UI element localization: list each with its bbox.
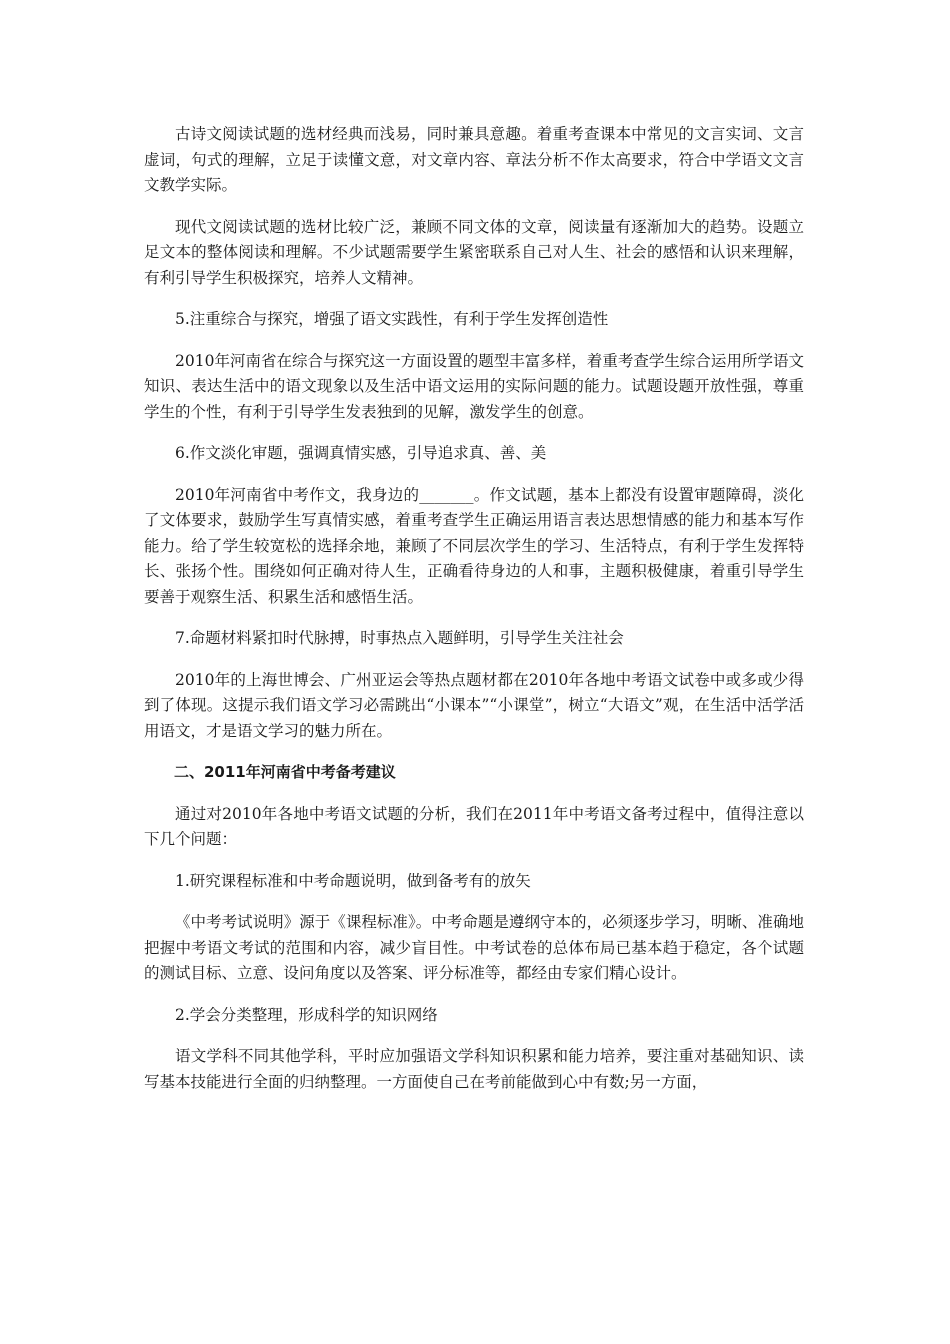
point-7-heading: 7.命题材料紧扣时代脉搏，时事热点入题鲜明，引导学生关注社会	[175, 629, 624, 647]
paragraph-exam-guide: 《中考考试说明》源于《课程标准》。中考命题是遵纲守本的，必须逐步学习，明晰、准确地把握中考语文考试的范围和内容，减少盲目性。中考试卷的总体布局已基本趋于稳定，各个试题的测试目标、立意、设问角度以及答案、评分标准等，都经由专家们精心设计。	[144, 913, 804, 982]
paragraph-modern-reading: 现代文阅读试题的选材比较广泛，兼顾不同文体的文章，阅读量有逐渐加大的趋势。设题立足文本的整体阅读和理解。不少试题需要学生紧密联系自己对人生、社会的感悟和认识来理解，有利引导学生积极探究，培养人文精神。	[144, 217, 804, 287]
point-6-heading: 6.作文淡化审题，强调真情实感，引导追求真、善、美	[175, 444, 547, 462]
paragraph-current-events: 2010年的上海世博会、广州亚运会等热点题材都在2010年各地中考语文试卷中或多或少得到了体现。这提示我们语文学习必需跳出“小课本”“小课堂”，树立“大语文”观，在生活中活学活用语文，才是语文学习的魅力所在。	[144, 670, 804, 740]
paragraph-composition: 2010年河南省中考作文，我身边的_______。作文试题，基本上都没有设置审题障碍，淡化了文体要求，鼓励学生写真情实感，着重考查学生正确运用语言表达思想情感的能力和基本写作能力。给了学生较宽松的选择余地，兼顾了不同层次学生的学习、生活特点，有利于学生发挥特长、张扬个性。围绕如何正确对待人生，正确看待身边的人和事，主题积极健康，着重引导学生要善于观察生活、积累生活和感悟生活。	[144, 485, 804, 606]
section-2-heading: 二、2011年河南省中考备考建议	[174, 763, 396, 781]
paragraph-comprehensive-inquiry: 2010年河南省在综合与探究这一方面设置的题型丰富多样，着重考查学生综合运用所学语文知识、表达生活中的语文现象以及生活中语文运用的实际问题的能力。试题设题开放性强，尊重学生的个性，有利于引导学生发表独到的见解，激发学生的创意。	[144, 351, 804, 421]
document-body	[144, 122, 804, 1111]
paragraph-classical-reading: 古诗文阅读试题的选材经典而浅易，同时兼具意趣。着重考查课本中常见的文言实词、文言虚词，句式的理解，立足于读懂文意，对文章内容、章法分析不作太高要求，符合中学语文文言文教学实际。	[144, 125, 804, 194]
suggestion-1-heading: 1.研究课程标准和中考命题说明，做到备考有的放矢	[175, 871, 531, 890]
paragraph-analysis-intro: 通过对2010年各地中考语文试题的分析，我们在2011年中考语文备考过程中，值得注意以下几个问题：	[144, 804, 804, 848]
point-5-heading: 5.注重综合与探究，增强了语文实践性，有利于学生发挥创造性	[175, 310, 609, 328]
paragraph-knowledge-network: 语文学科不同其他学科，平时应加强语文学科知识积累和能力培养，要注重对基础知识、读写基本技能进行全面的归纳整理。一方面使自己在考前能做到心中有数;另一方面，	[144, 1047, 804, 1091]
suggestion-2-heading: 2.学会分类整理，形成科学的知识网络	[175, 1005, 438, 1024]
